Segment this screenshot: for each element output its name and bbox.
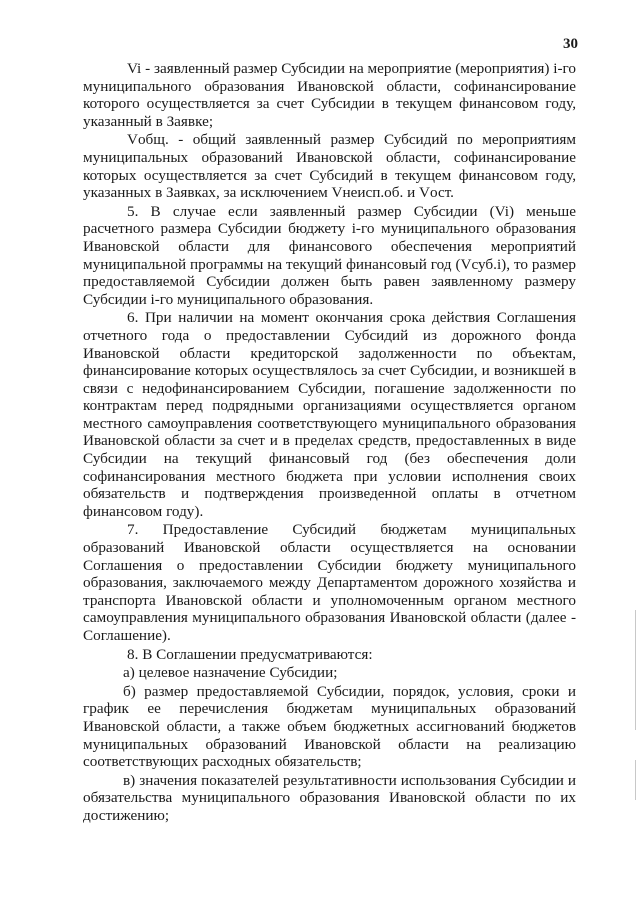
scan-edge-mark (635, 610, 636, 730)
page-number: 30 (563, 36, 578, 52)
paragraph-item-8: 8. В Соглашении предусматриваются: (127, 645, 373, 663)
paragraph-item-7: 7. Предоставление Субсидий бюджетам муниципальных образований Ивановской области осуществляется на основании Соглашения о предоставлении Субсидии бюджету муниципального образования, заключаемого между Департаментом дорожного хозяйства и транспорта Ивановской области и уполномоченным органом местного самоуправления муниципального образования Ивановской области (далее - Соглашение). (83, 521, 576, 644)
paragraph-vobsh-definition: Vобщ. - общий заявленный размер Субсидий по мероприятиям муниципальных образований Ивановской области, софинансирование которых осуществляется за счет Субсидий в текущем финансовом году, указанных в Заявках, за исключением Vнеисп.об. и Vост. (83, 131, 576, 202)
paragraph-vi-definition: Vi - заявленный размер Субсидии на мероприятие (мероприятия) i-го муниципального образования Ивановской области, софинансирование которого осуществляется за счет Субсидии в текущем финансовом году, указанный в Заявке; (83, 60, 576, 130)
paragraph-item-6: 6. При наличии на момент окончания срока действия Соглашения отчетного года о предоставлении Субсидий из дорожного фонда Ивановской области кредиторской задолженности по объектам, финансирование которых осуществлялось за счет Субсидии, и возникшей в связи с недофинансированием Субсидии, погашение задолженности по контрактам перед подрядными организациями осуществляется органом местного самоуправления соответствующего муниципального образования Ивановской области за счет и в пределах средств, предоставленных в виде Субсидии на текущий финансовый год (без обеспечения доли софинансирования местного бюджета при условии исполнения своих обязательств и подтверждения произведенной оплаты в отчетном финансовом году). (83, 309, 576, 520)
paragraph-item-8v: в) значения показателей результативности использования Субсидии и обязательства муниципального образования Ивановской области по их достижению; (83, 771, 576, 824)
paragraph-item-5: 5. В случае если заявленный размер Субсидии (Vi) меньше расчетного размера Субсидии бюджету i-го муниципального образования Ивановской области для финансового обеспечения мероприятий муниципальной программы на текущий финансовый год (Vсуб.i), то размер предоставляемой Субсидии должен быть равен заявленному размеру Субсидии i-го муниципального образования. (83, 202, 576, 308)
paragraph-item-8a: а) целевое назначение Субсидии; (123, 664, 338, 682)
paragraph-item-8b: б) размер предоставляемой Субсидии, порядок, условия, сроки и график ее перечисления бюджетам муниципальных образований Ивановской области, а также объем бюджетных ассигнований бюджетов муниципальных образований Ивановской области на реализацию соответствующих расходных обязательств; (83, 682, 576, 771)
document-body (83, 60, 576, 826)
scan-edge-mark (635, 760, 636, 800)
